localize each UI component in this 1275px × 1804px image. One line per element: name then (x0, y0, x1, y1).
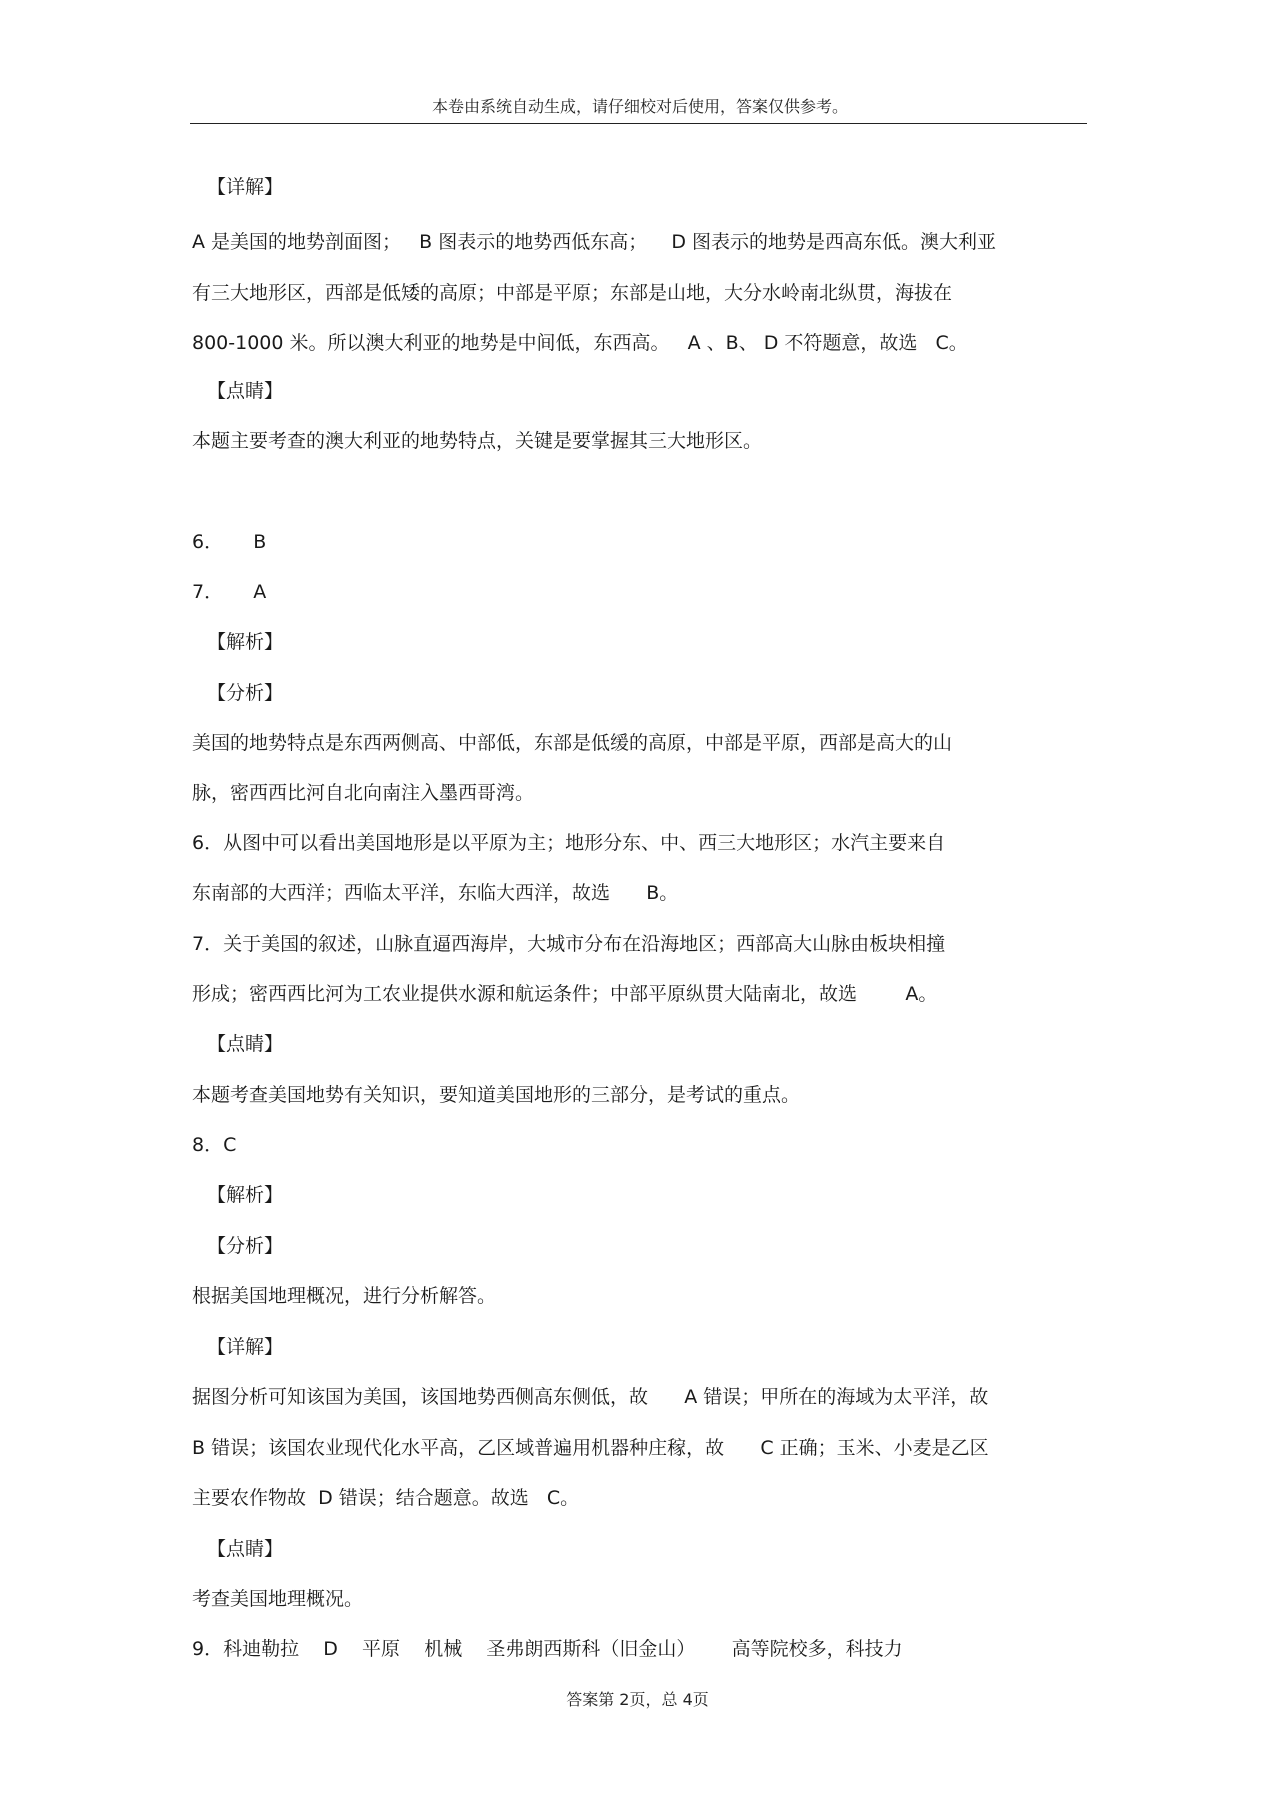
answer-line: 8．C (192, 1134, 237, 1156)
body-line: 800-1000 米。所以澳大利亚的地势是中间低，东西高。 A 、B、 D 不符题意，故选 C。 (192, 332, 968, 354)
header-divider (190, 123, 1087, 124)
page-footer: 答案第 2页，总 4页 (566, 1690, 709, 1709)
body-line: 本题主要考查的澳大利亚的地势特点，关键是要掌握其三大地形区。 (192, 430, 763, 452)
body-line: A 是美国的地势剖面图； B 图表示的地势西低东高； D 图表示的地势是西高东低。澳大利亚 (192, 231, 997, 253)
body-line: 6．从图中可以看出美国地形是以平原为主；地形分东、中、西三大地形区；水汽主要来自 (192, 832, 946, 854)
section-heading-tip: 【点睛】 (207, 380, 284, 402)
answer-line: 7． A (192, 581, 267, 603)
section-heading-detail: 【详解】 (207, 176, 284, 198)
body-line: 7．关于美国的叙述，山脉直逼西海岸，大城市分布在沿海地区；西部高大山脉由板块相撞 (192, 933, 946, 955)
body-line: B 错误；该国农业现代化水平高，乙区域普遍用机器种庄稼，故 C 正确；玉米、小麦是乙区 (192, 1437, 989, 1459)
body-line: 脉，密西西比河自北向南注入墨西哥湾。 (192, 782, 535, 804)
body-line: 本题考查美国地势有关知识，要知道美国地形的三部分，是考试的重点。 (192, 1084, 801, 1106)
body-line: 主要农作物故 D 错误；结合题意。故选 C。 (192, 1487, 580, 1509)
section-heading-tip: 【点睛】 (207, 1538, 284, 1560)
body-line: 美国的地势特点是东西两侧高、中部低，东部是低缓的高原，中部是平原，西部是高大的山 (192, 732, 953, 754)
section-heading-analysis: 【解析】 (207, 631, 284, 653)
body-line: 东南部的大西洋；西临太平洋，东临大西洋，故选 B。 (192, 882, 679, 904)
answer-line: 6． B (192, 531, 267, 553)
section-heading-breakdown: 【分析】 (207, 682, 284, 704)
section-heading-breakdown: 【分析】 (207, 1235, 284, 1257)
body-line: 考查美国地理概况。 (192, 1588, 364, 1610)
body-line: 有三大地形区，西部是低矮的高原；中部是平原；东部是山地，大分水岭南北纵贯，海拔在 (192, 282, 953, 304)
section-heading-analysis: 【解析】 (207, 1184, 284, 1206)
body-line: 根据美国地理概况，进行分析解答。 (192, 1285, 497, 1307)
body-line: 据图分析可知该国为美国，该国地势西侧高东侧低，故 A 错误；甲所在的海域为太平洋，故 (192, 1386, 989, 1408)
section-heading-detail: 【详解】 (207, 1336, 284, 1358)
section-heading-tip: 【点睛】 (207, 1033, 284, 1055)
body-line: 形成；密西西比河为工农业提供水源和航运条件；中部平原纵贯大陆南北，故选 A。 (192, 983, 938, 1005)
page-header-notice: 本卷由系统自动生成，请仔细校对后使用，答案仅供参考。 (431, 97, 848, 116)
answer-line: 9．科迪勒拉 D 平原 机械 圣弗朗西斯科（旧金山） 高等院校多，科技力 (192, 1638, 903, 1660)
